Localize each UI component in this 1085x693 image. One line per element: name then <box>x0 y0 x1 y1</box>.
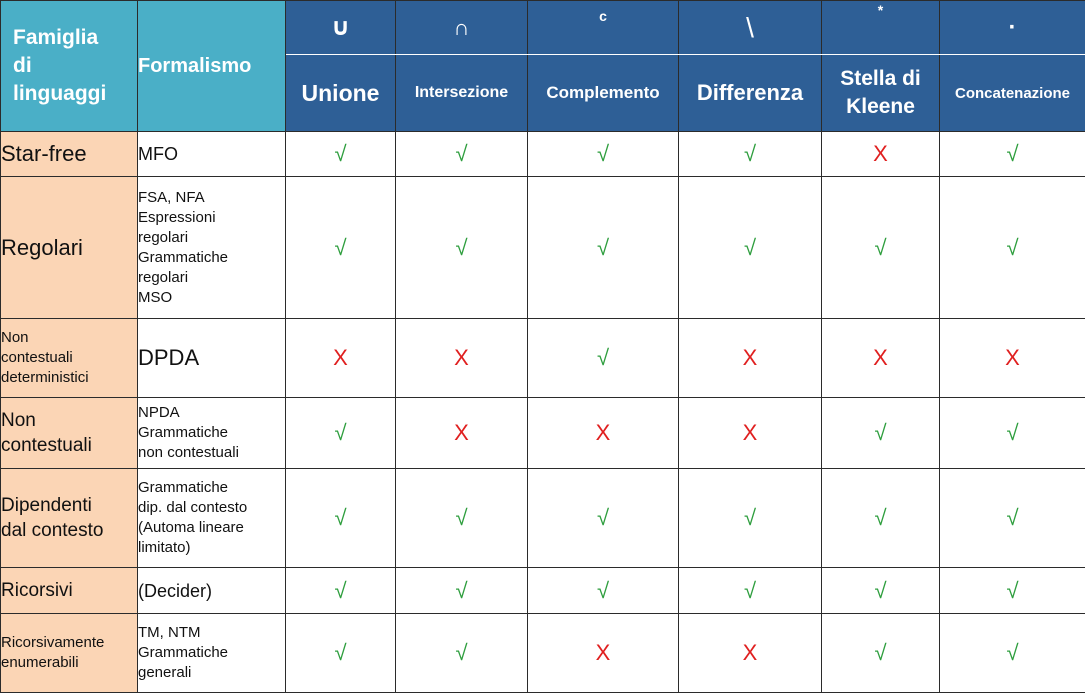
closure-cell: X <box>822 319 940 398</box>
op-symbol-kleene-star: * <box>822 1 940 55</box>
closure-cell: √ <box>822 568 940 614</box>
closure-cell: X <box>940 319 1085 398</box>
closure-cell: √ <box>679 132 822 177</box>
closure-cell: √ <box>679 177 822 319</box>
op-symbol-difference: \ <box>679 1 822 55</box>
closure-cell: √ <box>286 469 396 568</box>
op-symbol-intersection: ∩ <box>396 1 528 55</box>
closure-cell: √ <box>822 398 940 469</box>
closure-cell: √ <box>286 614 396 693</box>
table-row <box>1 614 1085 693</box>
closure-cell: √ <box>679 568 822 614</box>
closure-cell: √ <box>940 568 1085 614</box>
closure-cell: √ <box>286 132 396 177</box>
header-family <box>1 1 138 132</box>
closure-cell: √ <box>940 177 1085 319</box>
op-name-concatenation: Concatenazione <box>940 55 1085 132</box>
formalism-cell: Grammatiche dip. dal contesto (Automa lineare limitato) <box>138 469 286 568</box>
family-cell: Non contestuali deterministici <box>1 319 138 398</box>
formalism-cell: FSA, NFA Espressioni regolari Grammatiche regolari MSO <box>138 177 286 319</box>
closure-cell: √ <box>679 469 822 568</box>
closure-cell: √ <box>528 177 679 319</box>
closure-cell: X <box>679 614 822 693</box>
closure-cell: X <box>528 398 679 469</box>
closure-cell: √ <box>822 177 940 319</box>
closure-cell: √ <box>396 177 528 319</box>
op-symbol-union: ∪ <box>286 1 396 55</box>
closure-cell: √ <box>940 614 1085 693</box>
formalism-cell: (Decider) <box>138 568 286 614</box>
formalism-cell: MFO <box>138 132 286 177</box>
formalism-cell: TM, NTM Grammatiche generali <box>138 614 286 693</box>
closure-cell: √ <box>940 132 1085 177</box>
table-row <box>1 132 1085 177</box>
op-symbol-complement: c <box>528 1 679 55</box>
formalism-cell: DPDA <box>138 319 286 398</box>
family-cell: Ricorsivamente enumerabili <box>1 614 138 693</box>
op-name-union: Unione <box>286 55 396 132</box>
closure-cell: √ <box>822 614 940 693</box>
closure-cell: X <box>822 132 940 177</box>
header-formalism: Formalismo <box>138 1 286 132</box>
family-cell: Ricorsivi <box>1 568 138 614</box>
closure-cell: X <box>528 614 679 693</box>
header-family-line: Famiglia <box>13 24 137 52</box>
closure-cell: √ <box>528 319 679 398</box>
family-cell: Regolari <box>1 177 138 319</box>
op-name-complement: Complemento <box>528 55 679 132</box>
closure-cell: √ <box>286 177 396 319</box>
table-row <box>1 319 1085 398</box>
op-name-difference: Differenza <box>679 55 822 132</box>
op-name-intersection: Intersezione <box>396 55 528 132</box>
closure-cell: √ <box>286 398 396 469</box>
table-row <box>1 177 1085 319</box>
closure-cell: √ <box>396 614 528 693</box>
closure-cell: √ <box>396 132 528 177</box>
header-family-line: di <box>13 52 137 80</box>
closure-cell: √ <box>396 568 528 614</box>
table-row <box>1 469 1085 568</box>
closure-cell: X <box>679 398 822 469</box>
closure-cell: √ <box>940 469 1085 568</box>
closure-cell: X <box>679 319 822 398</box>
closure-cell: √ <box>940 398 1085 469</box>
closure-cell: √ <box>286 568 396 614</box>
closure-cell: √ <box>396 469 528 568</box>
family-cell: Non contestuali <box>1 398 138 469</box>
closure-cell: X <box>396 398 528 469</box>
op-name-kleene-star: Stella di Kleene <box>822 55 940 132</box>
closure-cell: X <box>286 319 396 398</box>
closure-cell: √ <box>528 568 679 614</box>
table-row <box>1 568 1085 614</box>
header-family-line: linguaggi <box>13 80 137 108</box>
closure-cell: √ <box>528 469 679 568</box>
closure-cell: √ <box>528 132 679 177</box>
table-row <box>1 398 1085 469</box>
formalism-cell: NPDA Grammatiche non contestuali <box>138 398 286 469</box>
family-cell: Dipendenti dal contesto <box>1 469 138 568</box>
closure-cell: √ <box>822 469 940 568</box>
closure-cell: X <box>396 319 528 398</box>
family-cell: Star-free <box>1 132 138 177</box>
op-symbol-concatenation: · <box>940 1 1085 55</box>
